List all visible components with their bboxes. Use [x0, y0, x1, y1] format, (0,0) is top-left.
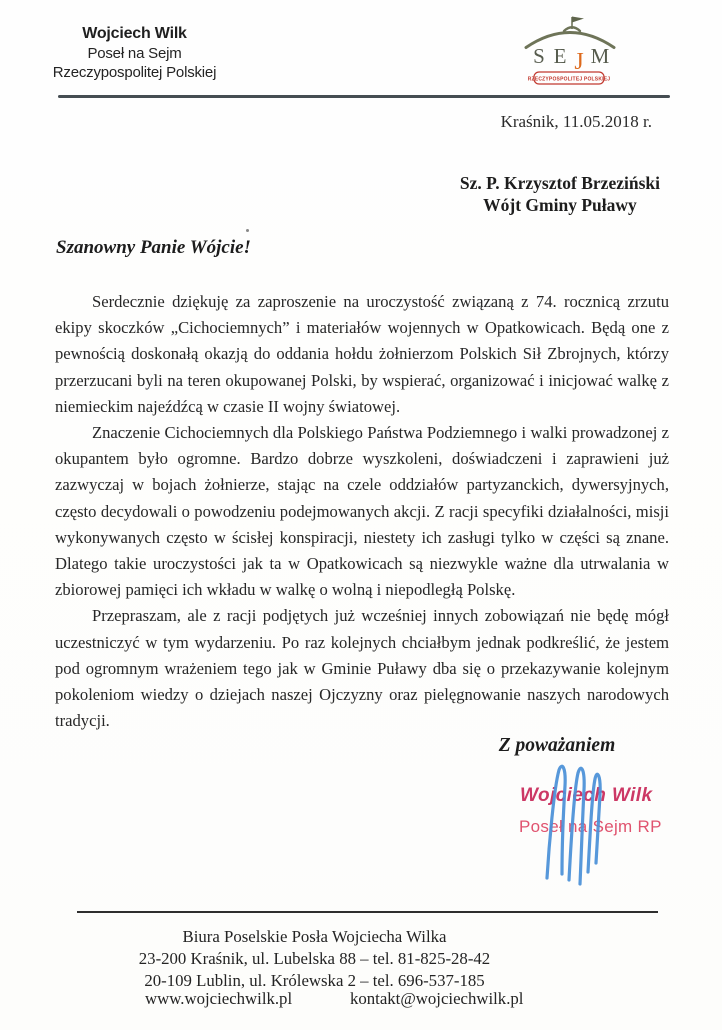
header-divider: [58, 95, 670, 98]
logo-letter-j: J: [574, 49, 584, 75]
recipient-title: Wójt Gminy Puławy: [483, 195, 637, 215]
footer-address-lublin: 20-109 Lublin, ul. Królewska 2 – tel. 696-537-185: [144, 971, 485, 990]
sejm-logo-graphic: [518, 14, 618, 86]
sender-name: Wojciech Wilk: [82, 25, 187, 42]
sender-title-line2: Rzeczypospolitej Polskiej: [52, 64, 217, 81]
sender-block: [52, 24, 217, 82]
body-paragraph-1: Serdecznie dziękuję za zaproszenie na uroczystość związaną z 74. rocznicą zrzutu ekipy skoczków „Cichociemnych” i materiałów wojennych w Opatkowicach. Będą one z pewnością doskonałą okazją do oddania hołdu żołnierzom Polskich Sił Zbrojnych, którzy przerzucani byli na teren okupowanej Polski, by wspierać, organizować i inicjować walkę z niemieckim najeźdźcą w czasie II wojny światowej.: [55, 292, 669, 416]
footer-divider: [77, 911, 658, 913]
footer-address-krasnik: 23-200 Kraśnik, ul. Lubelska 88 – tel. 81-825-28-42: [138, 949, 491, 968]
signature-stroke-2: [569, 768, 584, 884]
date-line: Kraśnik, 11.05.2018 r.: [500, 112, 652, 131]
logo-flag-icon: [572, 17, 584, 23]
closing-phrase: Z poważaniem: [498, 735, 616, 756]
salutation: Szanowny Panie Wójcie!: [56, 237, 251, 258]
scan-artifact-dot: [246, 229, 249, 232]
signature-stroke-1: [547, 766, 565, 878]
stamp-title: Poseł na Sejm RP: [519, 817, 662, 836]
body-paragraph-3: Przepraszam, ale z racji podjętych już wcześniej innych zobowiązań nie będę mógł uczestniczyć w tym wydarzeniu. Po raz kolejnych chciałbym jednak podkreślić, że jestem pod ogromnym wrażeniem tego jak w Gminie Puławy dba się o przekazywanie kolejnym pokoleniom wiedzy o dziejach naszej Ojczyzny oraz pielęgnowanie naszych narodowych tradycji.: [55, 606, 669, 731]
footer-office-title: Biura Poselskie Posła Wojciecha Wilka: [182, 927, 447, 946]
logo-cupola-icon: [564, 27, 580, 31]
letter-body: [55, 289, 669, 734]
footer-email: kontakt@wojciechwilk.pl: [350, 989, 524, 1008]
sender-title-line1: Poseł na Sejm: [87, 45, 182, 62]
logo-letter-m: M: [590, 44, 610, 68]
stamp-name: Wojciech Wilk: [520, 785, 653, 806]
body-paragraph-2: Znaczenie Cichociemnych dla Polskiego Państwa Podziemnego i walki prowadzonej z okupantem było ogromne. Bardzo dobrze wyszkoleni, doświadczeni i zaprawieni już zazwyczaj w bojach żołnierze, stając na czele oddziałów partyzanckich, dywersyjnych, często decydowali o powodzeniu podejmowanych akcji. Z racji specyfiki działalności, misji wykonywanych często w ścisłej konspiracji, niestety ich zasługi tylko w części są znane. Dlatego takie uroczystości jak ta w Opatkowicach są niezwykle ważne dla utrwalania w zbiorowej pamięci ich wkładu w walkę o wolną i niepodległą Polskę.: [55, 423, 669, 600]
footer-block: [62, 926, 567, 992]
footer-website: www.wojciechwilk.pl: [145, 989, 293, 1008]
footer-contact-row: [0, 989, 722, 1011]
logo-letter-s: S: [533, 44, 545, 68]
handwritten-signature: [534, 760, 604, 895]
logo-letter-e: E: [553, 44, 567, 68]
recipient-block: [460, 172, 660, 216]
recipient-name: Sz. P. Krzysztof Brzeziński: [459, 173, 660, 193]
logo-subtitle-text: RZECZYPOSPOLITEJ POLSKIEJ: [527, 76, 611, 83]
signature-stroke-3: [588, 774, 600, 872]
sejm-logo: [518, 14, 618, 86]
